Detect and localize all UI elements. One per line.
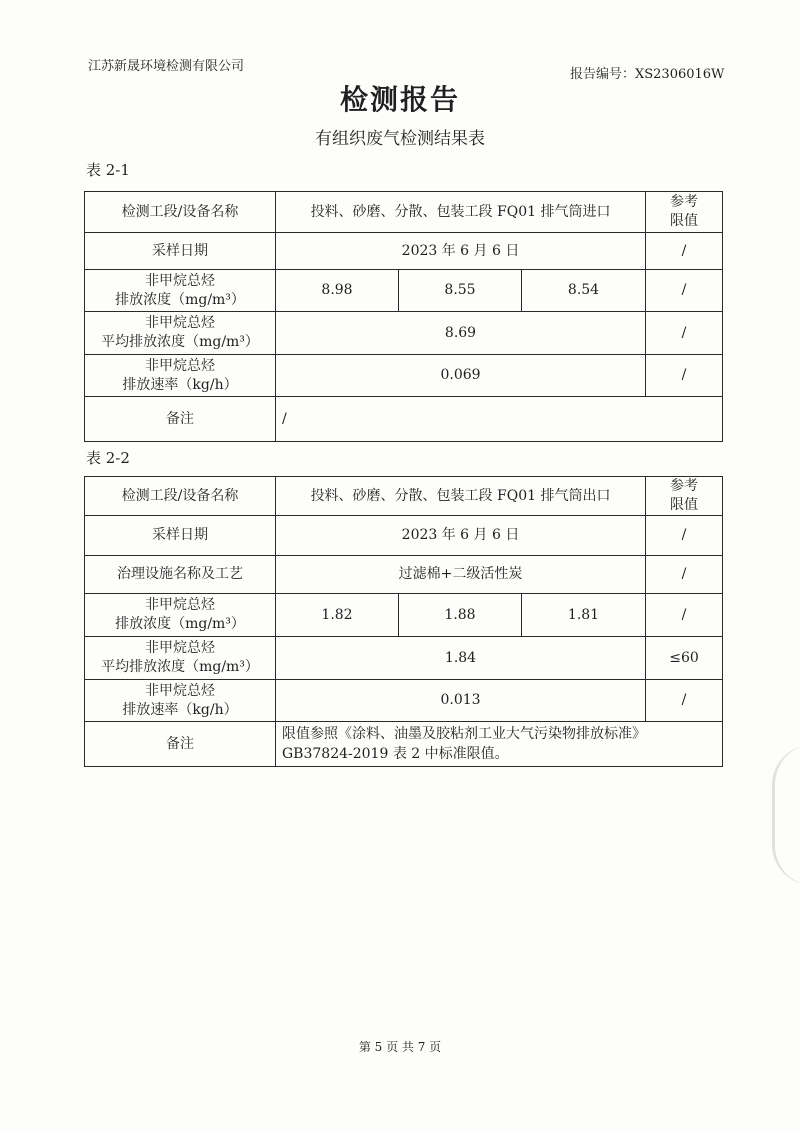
page-subtitle: 有组织废气检测结果表 [315,129,485,149]
equipment-name: 投料、砂磨、分散、包装工段 FQ01 排气筒出口 [276,477,646,516]
table-row [85,477,723,516]
report-number: 报告编号：XS2306016W [570,67,725,82]
limit-value: / [646,233,723,270]
results-table-inlet [84,191,723,442]
limit-value: / [646,270,723,312]
limit-value: / [646,516,723,556]
table-row [85,397,723,442]
sampling-date: 2023 年 6 月 6 日 [276,233,646,270]
remark: / [276,397,723,442]
page-title: 检测报告 [339,83,460,116]
average-concentration: 1.84 [276,637,646,680]
table-row [85,233,723,270]
concentration-value: 8.55 [399,270,522,312]
concentration-value: 1.88 [399,594,522,637]
row-label: 非甲烷总烃 排放速率（kg/h） [85,355,276,397]
row-label: 采样日期 [85,233,276,270]
sampling-date: 2023 年 6 月 6 日 [276,516,646,556]
concentration-value: 1.81 [522,594,646,637]
limit-value: / [646,594,723,637]
results-table-outlet [84,476,723,767]
company-name: 江苏新晟环境检测有限公司 [88,59,245,74]
table-row [85,355,723,397]
table-row [85,637,723,680]
table-row [85,516,723,556]
treatment-process: 过滤棉+二级活性炭 [276,556,646,594]
remark: 限值参照《涂料、油墨及胶粘剂工业大气污染物排放标准》 GB37824-2019 表 2 中标准限值。 [276,722,723,767]
table-row [85,594,723,637]
table-label-2-1: 表 2-1 [86,161,130,179]
row-label: 非甲烷总烃 排放浓度（mg/m³） [85,594,276,637]
row-label: 非甲烷总烃 排放速率（kg/h） [85,680,276,722]
concentration-value: 8.54 [522,270,646,312]
reference-limit-header: 参考 限值 [646,477,723,516]
table-label-2-2: 表 2-2 [86,449,130,467]
row-label: 非甲烷总烃 排放浓度（mg/m³） [85,270,276,312]
limit-value: / [646,556,723,594]
page-number: 第 5 页 共 7 页 [358,1040,442,1054]
row-label: 采样日期 [85,516,276,556]
emission-rate: 0.069 [276,355,646,397]
reference-limit-header: 参考 限值 [646,192,723,233]
average-concentration: 8.69 [276,312,646,355]
concentration-value: 8.98 [276,270,399,312]
limit-value: / [646,312,723,355]
table-row [85,722,723,767]
limit-value: / [646,680,723,722]
row-label: 检测工段/设备名称 [85,477,276,516]
table-row [85,270,723,312]
limit-value: / [646,355,723,397]
row-label: 治理设施名称及工艺 [85,556,276,594]
equipment-name: 投料、砂磨、分散、包装工段 FQ01 排气筒进口 [276,192,646,233]
table-row [85,680,723,722]
seal-stamp-fragment [772,745,800,885]
limit-value: ≤60 [646,637,723,680]
row-label: 非甲烷总烃 平均排放浓度（mg/m³） [85,312,276,355]
row-label: 非甲烷总烃 平均排放浓度（mg/m³） [85,637,276,680]
emission-rate: 0.013 [276,680,646,722]
concentration-value: 1.82 [276,594,399,637]
row-label: 检测工段/设备名称 [85,192,276,233]
table-row [85,192,723,233]
table-row [85,312,723,355]
row-label: 备注 [85,722,276,767]
table-row [85,556,723,594]
row-label: 备注 [85,397,276,442]
